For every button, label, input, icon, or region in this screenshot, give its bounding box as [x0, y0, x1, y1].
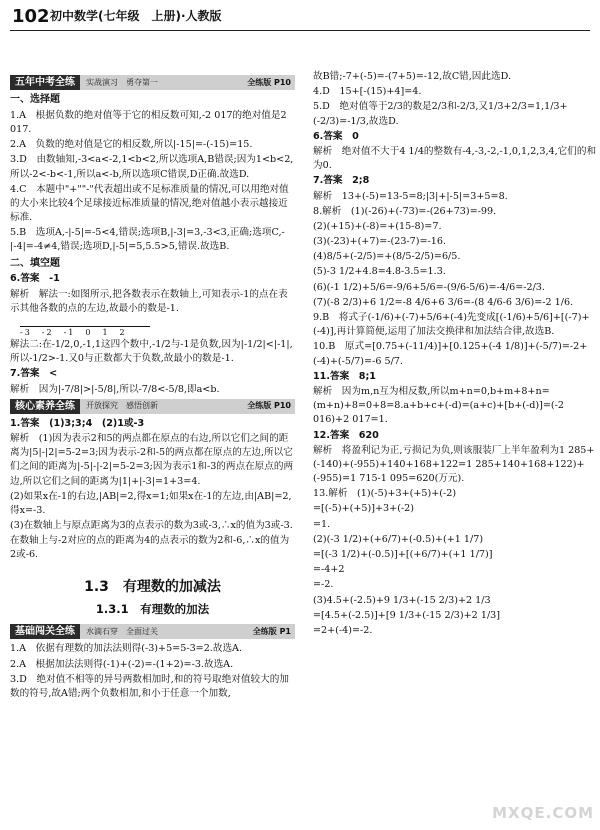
answer-item: (6)(-1 1/2)+5/6=-9/6+5/6=-(9/6-5/6)=-4/6=-2/3. — [313, 281, 545, 293]
answer-item: =-4+2 — [313, 564, 345, 576]
answer-item: (2)(-3 1/2)+(+6/7)+(-0.5)+(+1 1/7) — [313, 533, 484, 545]
number-line-ticks: -3 -2 -1 0 1 2 — [20, 328, 127, 338]
answer-item: 1.A 依据有理数的加法法则得(-3)+5=5-3=2.故选A. — [10, 643, 243, 655]
number-line-figure — [20, 318, 295, 336]
band-subtitle: 水滴石穿 全面过关 — [86, 626, 158, 636]
answer-item: 解析 将盈利记为正,亏损记为负,则该服装厂上半年盈利为1 285+(-140)+(-955)+140+168+122=1 285+140+168+122)+(-955)=1 715-1 095=620(万元). — [313, 444, 595, 485]
answer-item: 10.B 原式=[0.75+(-11/4)]+[0.125+(-4 1/8)]+(-5/7)=-2+(-4)+(-5/7)=-6 5/7. — [313, 341, 588, 367]
answer-item: =[(-3 1/2)+(-0.5)]+[(+6/7)+(+1 1/7)] — [313, 549, 493, 560]
answer-item: (3)在数轴上与原点距离为3的点表示的数为3或-3,∴x的值为3或-3. — [10, 520, 293, 532]
answer-item: (3)4.5+(-2.5)+9 1/3+(-15 2/3)+2 1/3 — [313, 594, 491, 606]
band-reference: 全练版 P10 — [247, 401, 291, 411]
page-header — [10, 2, 590, 31]
answer-item: 9.B 将式子(-1/6)+(-7)+5/6+(-4)先变成[(-1/6)+5/6]+[(-7)+(-4)],再计算简便,运用了加法交换律和加法结合律,故选B. — [313, 312, 590, 338]
answer-item: 4.C 本题中"+""-"代表超出或不足标准质量的情况,可以用绝对值的大小来比较4个足球接近标准质量的情况,绝对值越小表示越接近标准. — [10, 183, 289, 224]
band-tag: 基础闯关全练 — [10, 624, 80, 639]
answer-item: 2.A 根据加法法则得(-1)+(-2)=-(1+2)=-3.故选A. — [10, 658, 234, 670]
band-subtitle: 开放探究 感悟创新 — [86, 401, 158, 411]
answer-item: 解析 因为m,n互为相反数,所以m+n=0,b+m+8+n=(m+n)+8=0+8=8.a+b+c+(-d)=(a+c)+[b+(-d)]=(-2 016)+2 017=1. — [313, 385, 564, 426]
answer-item: (3)(-23)+(+7)=-(23-7)=-16. — [313, 236, 447, 248]
answer-item: =2+(-4)=-2. — [313, 624, 373, 636]
subsection-heading: 1.3.1 有理数的加法 — [95, 602, 210, 617]
section-band-core — [10, 399, 295, 414]
answer-item: 12.答案 620 — [313, 429, 379, 441]
answer-item: =[4.5+(-2.5)]+[9 1/3+(-15 2/3)+2 1/3] — [313, 609, 501, 621]
answer-item: 解析 因为|-7/8|>|-5/8|,所以-7/8<-5/8,即a<b. — [10, 383, 220, 395]
answer-item: 故B错;-7+(-5)=-(7+5)=-12,故C错,因此选D. — [313, 71, 511, 82]
answer-item: =[(-5)+(+5)]+3+(-2) — [313, 503, 415, 515]
answer-item: 13.解析 (1)(-5)+3+(+5)+(-2) — [313, 488, 457, 500]
answer-item: 7.答案 2;8 — [313, 175, 370, 187]
answer-item: 3.D 绝对值不相等的异号两数相加时,和的符号取绝对值较大的加数的符号,故A错;两个负数相加,和小于任意一个加数, — [10, 673, 289, 699]
band-tag: 核心素养全练 — [10, 399, 80, 414]
answer-item: (5)-3 1/2+4.8=4.8-3.5=1.3. — [313, 266, 446, 278]
section-band-basic — [10, 624, 295, 639]
answer-item: 1.答案 (1)3;3;4 (2)1或-3 — [10, 417, 145, 429]
answer-item: 解析 解法一:如图所示,把各数表示在数轴上,可知表示-1的点在表示其他各数的点的左边,故最小的数是-1. — [10, 288, 288, 314]
answer-item: 11.答案 8;1 — [313, 370, 376, 382]
answer-item: (2)如果x在-1的右边,|AB|=2,得x=1;如果x在-1的左边,由|AB|=2,得x=-3. — [10, 490, 292, 516]
band-tag: 五年中考全练 — [10, 75, 80, 90]
answer-item: 在数轴上与-2对应的点的距离为4的点表示的数为2和-6,∴x的值为2或-6. — [10, 535, 290, 561]
answer-item: 4.D 15+[-(15)+4]=4. — [313, 86, 422, 98]
answer-item: 2.A 负数的绝对值是它的相反数,所以|-15|=-(-15)=15. — [10, 139, 253, 151]
answer-item: 解法二:在-1/2,0,-1,1这四个数中,-1/2与-1是负数,因为|-1/2|<|-1|,所以-1/2>-1.又0与正数都大于负数,故最小的数是-1. — [10, 339, 293, 365]
answer-item: 解析 绝对值不大于4 1/4的整数有-4,-3,-2,-1,0,1,2,3,4,它们的和为0. — [313, 145, 597, 172]
right-column — [313, 70, 598, 639]
left-column — [10, 73, 295, 702]
answer-item: 解析 13+(-5)=13-5=8;|3|+|-5|=3+5=8. — [313, 190, 508, 202]
watermark-text: MXQE.COM — [492, 803, 594, 822]
answer-item: (4)8/5+(-2/5)=+(8/5-2/5)=6/5. — [313, 251, 461, 263]
answer-item: (2)(+15)+(-8)=+(15-8)=7. — [313, 220, 442, 232]
answer-item: =1. — [313, 518, 331, 530]
answer-item: 1.A 根据负数的绝对值等于它的相反数可知,-2 017的绝对值是2 017. — [10, 109, 287, 135]
book-title: 初中数学(七年级 上册)·人教版 — [50, 9, 222, 23]
band-reference: 全练版 P10 — [247, 77, 291, 87]
chapter-heading: 1.3 有理数的加减法 — [84, 578, 221, 595]
answer-item: 7.答案 < — [10, 368, 58, 380]
answer-item: 6.答案 -1 — [10, 273, 60, 285]
section-heading-choice: 一、选择题 — [10, 94, 60, 105]
answer-item: 5.B 选项A,-|-5|=-5<4,错误;选项B,|-3|=3,-3<3,正确;选项C,-|-4|=-4≠4,错误;选项D,|-5|=5,5.5>5,错误.故选B. — [10, 227, 285, 253]
section-band-exam — [10, 75, 295, 90]
band-subtitle: 实战演习 勇夺第一 — [86, 77, 158, 87]
answer-item: 8.解析 (1)(-26)+(-73)=-(26+73)=-99. — [313, 205, 497, 217]
answer-item: (7)(-8 2/3)+6 1/2=-8 4/6+6 3/6=-(8 4/6-6 3/6)=-2 1/6. — [313, 296, 574, 308]
band-reference: 全练版 P1 — [252, 626, 291, 636]
page-number: 102 — [12, 6, 50, 27]
answer-item: 6.答案 0 — [313, 130, 359, 142]
watermark-logo — [476, 784, 594, 824]
answer-item: 5.D 绝对值等于2/3的数是2/3和-2/3,又1/3+2/3=1,1/3+(-2/3)=-1/3,故选D. — [313, 101, 568, 127]
answer-item: 解析 (1)因为表示2和5的两点都在原点的右边,所以它们之间的距离为|5|-|2|=5-2=3;因为表示-2和-5的两点都在原点的左边,所以它们之间的距离为|-5|-|-2|=5-2=3;因为表示1和-3的两点在原点的两边,所以它们之间的距离为|1|+|-3|=1+3=4. — [10, 432, 294, 487]
section-heading-fill: 二、填空题 — [10, 257, 60, 269]
answer-item: 3.D 由数轴知,-3<a<-2,1<b<2,所以选项A,B错误;因为1<b<2,所以-2<-b<-1,所以a<-b,所以选项C错误,D正确.故选D. — [10, 154, 294, 180]
answer-item: =-2. — [313, 579, 334, 591]
